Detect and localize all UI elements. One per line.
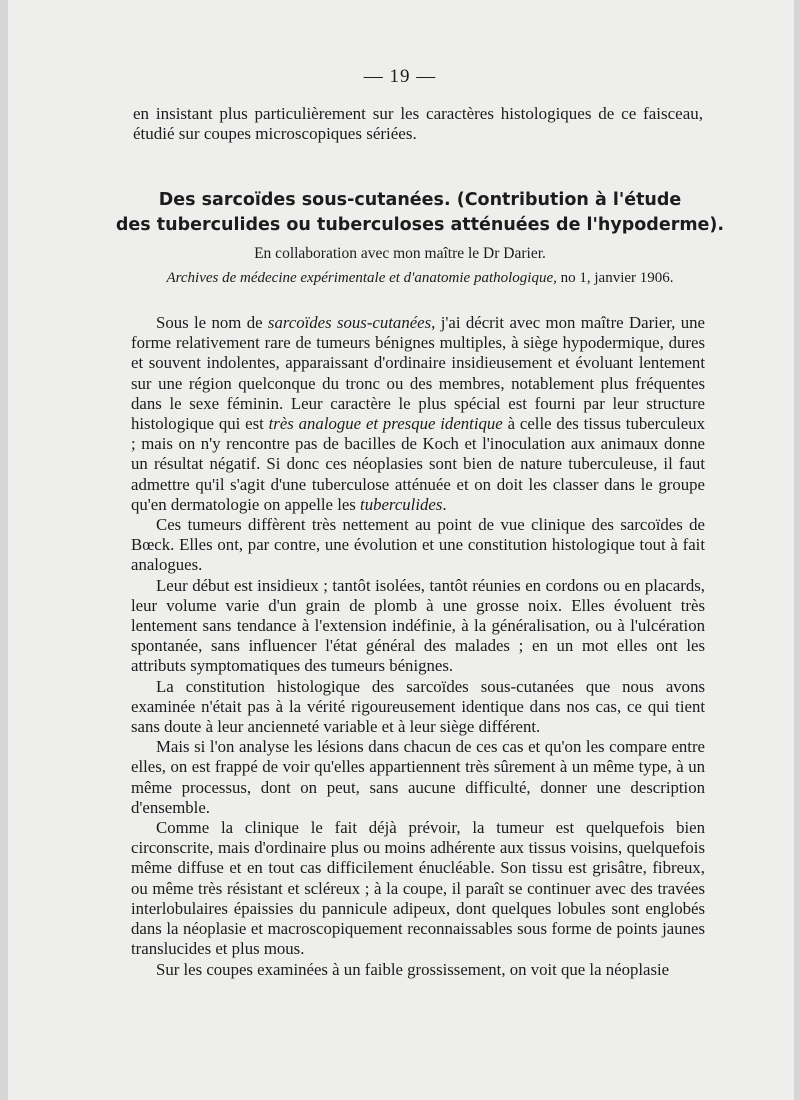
p1-italic-phrase: très analogue et presque identique	[268, 414, 503, 434]
intro-paragraph: en insistant plus particulièrement sur les caractères histologiques de ce faisceau, étudié sur coupes microscopiques sériées.	[133, 104, 703, 143]
p1-text-e: à celle des tissus tuberculeux ; mais on n'y rencontre pas de bacilles de Koch et l'inoculation aux animaux donne un résultat négatif. Si donc ces néoplasies sont bien de nature tuberculeuse, il faut admettre qu'il s'agit d'une tuberculose atténuée et on doit les classer dans le groupe qu'en dermatologie on appelle les	[131, 414, 705, 514]
paragraph-1	[131, 313, 705, 515]
p1-text-c: , j'ai décrit avec mon maître Darier, une forme relativement rare de tumeurs bénignes multiples, à siège hypodermique, dures et souvent indolentes, apparaissant d'ordinaire insidieusement et évoluant lentement sur une région quelconque du tronc ou des membres, notablement plus fréquentes dans le sexe féminin. Leur caractère le plus spécial est fourni par leur structure histologique qui est	[131, 313, 705, 434]
section-heading	[110, 188, 730, 238]
body-text	[131, 313, 705, 980]
paragraph-3: Leur début est insidieux ; tantôt isolées, tantôt réunies en cordons ou en placards, leur volume varie d'un grain de plomb à une grosse noix. Elles évoluent très lentement sans tendance à l'extension indéfinie, à la généralisation, ou à l'ulcération spontanée, sans influencer l'état général des malades ; en un mot elles ont les attributs symptomatiques des tumeurs bénignes.	[131, 575, 705, 676]
paragraph-4: La constitution histologique des sarcoïdes sous-cutanées que nous avons examinée n'était pas à la vérité rigoureusement identique dans nos cas, ce qui tient sans doute à leur ancienneté variable et à leur siège différent.	[131, 676, 705, 737]
p1-text-g: .	[442, 494, 447, 514]
paragraph-5: Mais si l'on analyse les lésions dans chacun de ces cas et qu'on les compare entre elles, on est frappé de voir qu'elles appartiennent très sûrement à un même type, à un même processus, dont on peut, sans aucune difficulté, donner une description d'ensemble.	[131, 737, 705, 817]
p1-italic-tuberculides: tuberculides	[360, 494, 443, 514]
paragraph-6: Comme la clinique le fait déjà prévoir, la tumeur est quelquefois bien circonscrite, mais d'ordinaire plus ou moins adhérente aux tissus voisins, quelquefois même diffuse et en tout cas difficilement énucléable. Son tissu est grisâtre, fibreux, ou même très résistant et scléreux ; à la coupe, il paraît se continuer avec des travées interlobulaires épaissies du pannicule adipeux, dont quelques lobules sont englobés dans la néoplasie et macroscopiquement reconnaissables sous forme de points jaunes translucides et plus mous.	[131, 818, 705, 959]
page-number: — 19 —	[363, 66, 437, 87]
heading-line-2: des tuberculides ou tuberculoses atténuées de l'hypoderme).	[115, 215, 725, 235]
paragraph-2: Ces tumeurs diffèrent très nettement au point de vue clinique des sarcoïdes de Bœck. Elles ont, par contre, une évolution et une constitution histologique tout à fait analogues.	[131, 515, 705, 575]
heading-line-1: Des sarcoïdes sous-cutanées. (Contribution à l'étude	[158, 190, 682, 210]
journal-issue: no 1, janvier 1906.	[560, 270, 674, 286]
source-citation	[0, 270, 800, 287]
collaboration-note: En collaboration avec mon maître le Dr Darier.	[254, 245, 546, 262]
p1-text-a: Sous le nom de	[156, 313, 268, 332]
p1-italic-term: sarcoïdes sous-cutanées	[267, 313, 432, 332]
paragraph-7: Sur les coupes examinées à un faible grossissement, on voit que la néoplasie	[156, 959, 670, 979]
journal-title: Archives de médecine expérimentale et d'anatomie pathologique,	[166, 270, 557, 286]
